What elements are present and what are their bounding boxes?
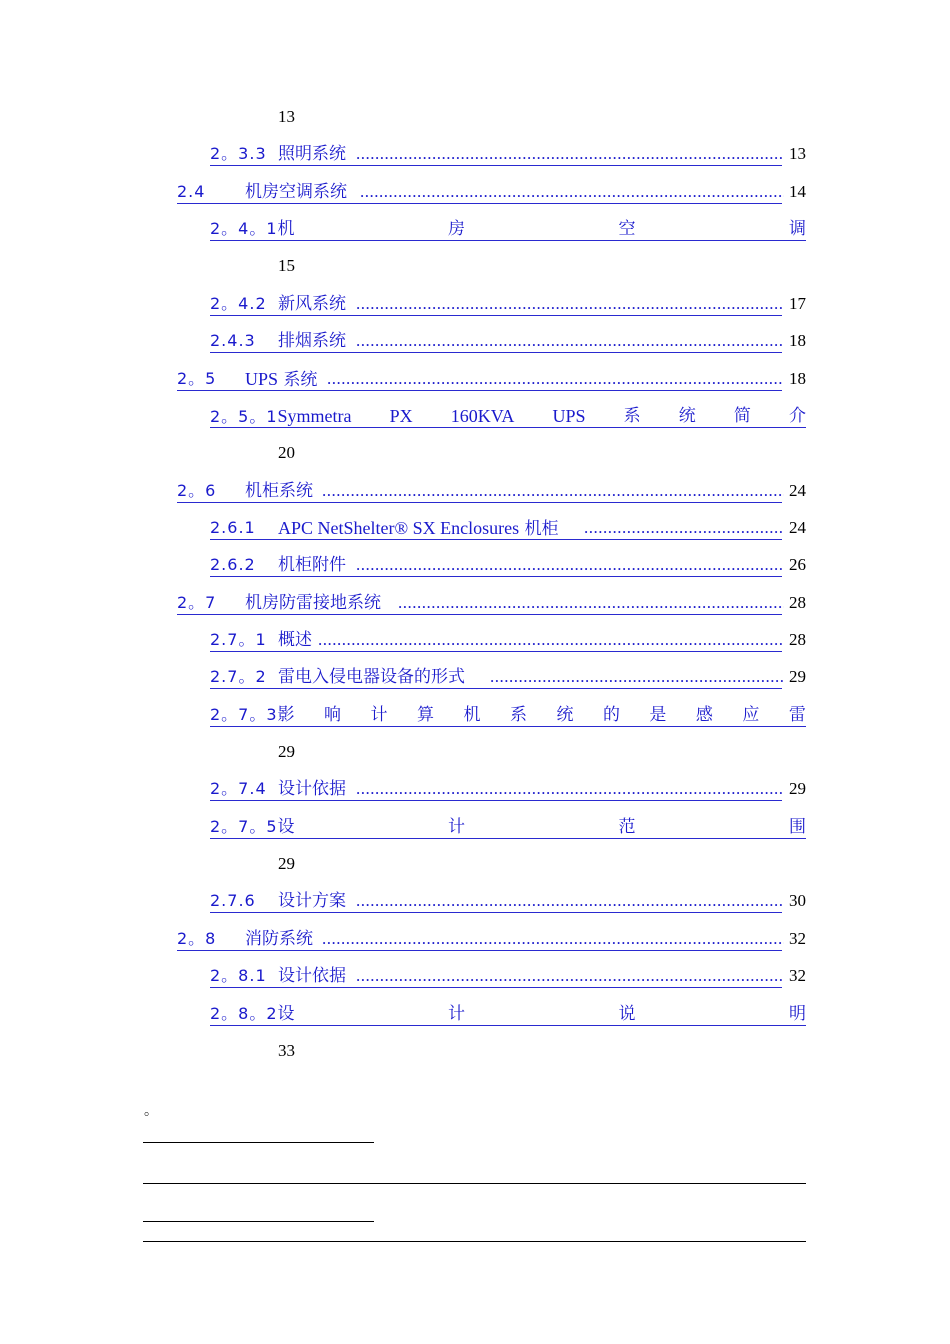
footnote-separator: [143, 1221, 374, 1222]
toc-leader: [398, 590, 784, 614]
toc-title-char: 简: [733, 406, 751, 426]
toc-title-char: 算: [417, 705, 434, 725]
toc-link-2-6-2[interactable]: [210, 552, 806, 578]
toc-title-char: 系: [623, 406, 641, 426]
toc-code: 2。7.4: [210, 779, 267, 798]
toc-title-char: 计: [370, 705, 388, 725]
toc-page-number: 13: [789, 144, 806, 163]
toc-row: [0, 552, 950, 578]
toc-title-char: 统: [556, 705, 574, 725]
toc-leader: [322, 926, 784, 950]
toc-page-number: 29: [789, 667, 806, 686]
toc-title: 排烟系统: [278, 331, 346, 351]
footnote-separator: [143, 1142, 374, 1143]
toc-title: 雷电入侵电器设备的形式: [278, 667, 465, 687]
page-number: 29: [278, 742, 295, 761]
toc-title-char: 说: [618, 1004, 636, 1024]
toc-leader: [356, 888, 784, 912]
toc-row: [0, 328, 950, 354]
toc-title-char: 系: [509, 705, 527, 725]
toc-leader: [327, 366, 784, 390]
toc-title-char: 机: [463, 705, 481, 725]
toc-title: UPS 系统: [245, 369, 318, 390]
toc-title: APC NetShelter® SX Enclosures 机柜: [278, 518, 559, 539]
toc-title-char: 计: [448, 817, 466, 837]
toc-leader: [356, 291, 784, 315]
toc-link-2-3-3[interactable]: [210, 141, 806, 167]
toc-title-char: 明: [789, 1004, 806, 1024]
toc-leader: [360, 179, 784, 203]
toc-leader: [356, 328, 784, 352]
toc-link-2-4[interactable]: [177, 179, 806, 205]
toc-title-word: 160KVA: [450, 406, 515, 426]
toc-title-char: 房: [448, 219, 466, 239]
toc-page-number: 32: [789, 929, 806, 948]
toc-code: 2。7。5: [210, 817, 278, 836]
divider-line: [143, 1183, 806, 1184]
toc-leader: [356, 963, 784, 987]
toc-code: 2。8: [177, 929, 217, 948]
toc-code: 2.4: [177, 182, 206, 201]
toc-leader: [356, 141, 784, 165]
toc-link-2-4-2[interactable]: [210, 291, 806, 317]
toc-continuation-row: [0, 104, 950, 130]
toc-page-number: 17: [789, 294, 806, 313]
toc-link-2-8-1[interactable]: [210, 963, 806, 989]
toc-link-2-6-1[interactable]: [210, 515, 806, 541]
toc-link-2-7-1[interactable]: [210, 627, 806, 653]
toc-row: [0, 478, 950, 504]
toc-title-char: 影: [277, 705, 295, 725]
toc-title: 设计依据: [278, 966, 346, 986]
toc-continuation-row: [0, 1038, 950, 1064]
toc-page-number: 18: [789, 369, 806, 388]
divider-line: [143, 1241, 806, 1242]
toc-title: 消防系统: [245, 929, 313, 949]
toc-row: [0, 179, 950, 205]
toc-row: [0, 590, 950, 616]
toc-title-word: PX: [389, 406, 413, 426]
toc-leader: [584, 515, 784, 539]
toc-code: 2。8.1: [210, 966, 267, 985]
toc-page-number: 26: [789, 555, 806, 574]
toc-row: [0, 963, 950, 989]
toc-title: 机房空调系统: [245, 182, 347, 202]
toc-title-char: 范: [618, 817, 636, 837]
toc-page-number: 30: [789, 891, 806, 910]
toc-title: 照明系统: [278, 144, 346, 164]
toc-leader: [356, 776, 784, 800]
toc-page-number: 18: [789, 331, 806, 350]
toc-leader: [356, 552, 784, 576]
toc-page-number: 28: [789, 630, 806, 649]
toc-title: 机柜系统: [245, 481, 313, 501]
toc-code: 2.4.3: [210, 331, 256, 350]
toc-code: 2。6: [177, 481, 217, 500]
toc-title: 机柜附件: [278, 555, 346, 575]
toc-code: 2.6.2: [210, 555, 256, 574]
toc-code: 2。5。1: [210, 407, 278, 426]
toc-title-char: 设: [277, 817, 295, 837]
toc-row: [0, 366, 950, 392]
toc-link-2-7-5[interactable]: [210, 814, 806, 840]
toc-link-2-5[interactable]: [177, 366, 806, 392]
toc-page-number: 29: [789, 779, 806, 798]
punctuation-mark: 。: [144, 1103, 158, 1119]
toc-link-2-7-4[interactable]: [210, 776, 806, 802]
toc-title-char: 的: [602, 705, 620, 725]
toc-row: [0, 926, 950, 952]
toc-link-2-4-1[interactable]: [210, 216, 806, 242]
toc-link-2-6[interactable]: [177, 478, 806, 504]
toc-title-char: 应: [742, 705, 760, 725]
toc-row: [0, 702, 950, 728]
toc-title-char: 介: [788, 406, 806, 426]
toc-link-2-7-3[interactable]: [210, 702, 806, 728]
toc-title-char: 空: [618, 219, 636, 239]
toc-title: 机房防雷接地系统: [245, 593, 381, 613]
toc-row: [0, 814, 950, 840]
toc-page-number: 14: [789, 182, 806, 201]
toc-code: 2。7。3: [210, 705, 278, 724]
toc-page-number: 28: [789, 593, 806, 612]
toc-title: 设计依据: [278, 779, 346, 799]
toc-continuation-row: [0, 851, 950, 877]
toc-link-2-4-3[interactable]: [210, 328, 806, 354]
toc-link-2-7-6[interactable]: [210, 888, 806, 914]
toc-code: 2。7: [177, 593, 217, 612]
toc-title: 设计方案: [278, 891, 346, 911]
toc-leader: [322, 478, 784, 502]
toc-title-char: 响: [324, 705, 342, 725]
toc-page-number: 24: [789, 481, 806, 500]
toc-title: 概述: [278, 630, 312, 650]
page-number: 20: [278, 443, 295, 462]
toc-title-char: 机: [277, 219, 295, 239]
toc-code: 2。3.3: [210, 144, 267, 163]
toc-title-char: 计: [448, 1004, 466, 1024]
toc-row: [0, 664, 950, 690]
toc-row: [0, 216, 950, 242]
page-number: 29: [278, 854, 295, 873]
toc-leader: [318, 627, 784, 651]
toc-row: [0, 627, 950, 653]
toc-title: 新风系统: [278, 294, 346, 314]
toc-row: [0, 141, 950, 167]
toc-code: 2.7。1: [210, 630, 267, 649]
toc-code: 2.7。2: [210, 667, 267, 686]
toc-link-2-5-1[interactable]: [210, 403, 806, 429]
toc-row: [0, 776, 950, 802]
toc-continuation-row: [0, 440, 950, 466]
toc-code: 2.7.6: [210, 891, 256, 910]
toc-title-char: 感: [695, 705, 713, 725]
toc-code: 2。4.2: [210, 294, 267, 313]
toc-page-number: 24: [789, 518, 806, 537]
toc-title-char: 统: [678, 406, 696, 426]
toc-continuation-row: [0, 739, 950, 765]
toc-code: 2。8。2: [210, 1004, 278, 1023]
toc-title-char: 雷: [788, 705, 806, 725]
toc-title-char: 围: [789, 817, 806, 837]
toc-leader: [490, 664, 784, 688]
toc-link-2-7-2[interactable]: [210, 664, 806, 690]
toc-page-number: 32: [789, 966, 806, 985]
toc-title-word: Symmetra: [277, 406, 352, 426]
toc-row: [0, 515, 950, 541]
toc-link-2-8-2[interactable]: [210, 1001, 806, 1027]
page-number: 15: [278, 256, 295, 275]
toc-title-char: 是: [649, 705, 667, 725]
toc-continuation-row: [0, 253, 950, 279]
toc-row: [0, 291, 950, 317]
toc-row: [0, 888, 950, 914]
toc-code: 2.6.1: [210, 518, 256, 537]
toc-code: 2。4。1: [210, 219, 278, 238]
toc-code: 2。5: [177, 369, 217, 388]
page-number: 33: [278, 1041, 295, 1060]
toc-title-char: 设: [277, 1004, 295, 1024]
toc-link-2-8[interactable]: [177, 926, 806, 952]
toc-row: [0, 403, 950, 429]
page-number: 13: [278, 107, 295, 126]
toc-link-2-7[interactable]: [177, 590, 806, 616]
toc-row: [0, 1001, 950, 1027]
toc-title-char: 调: [789, 219, 806, 239]
toc-title-word: UPS: [552, 406, 586, 426]
